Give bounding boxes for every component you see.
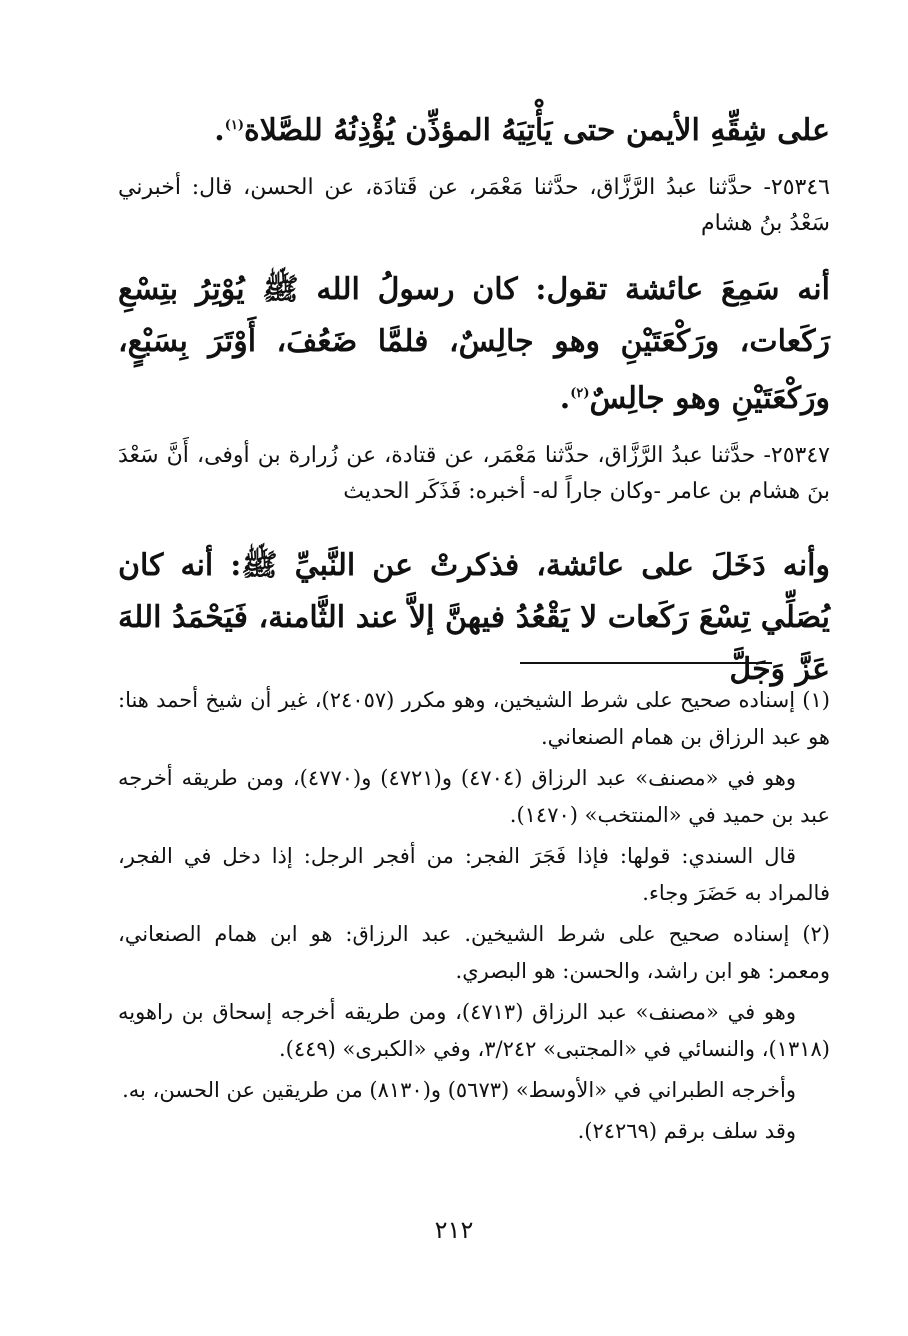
hadith-25347-matn: [118, 540, 830, 696]
page-number: ٢١٢: [434, 1216, 474, 1244]
hadith-25347-matn-text: وأنه دَخَلَ على عائشة، فذكرتْ عن النَّبيِّ ﷺ: أنه كان يُصَلِّي تِسْعَ رَكَعات لا يَقْعُدُ فيهنَّ إلاَّ عند الثَّامنة، فَيَحْمَدُ اللهَ عَزَّ وَجَلَّ: [118, 548, 830, 687]
matn-continuation-end: .: [214, 113, 225, 148]
hadith-25346-matn-end: .: [559, 381, 571, 416]
footnote-ref-2: (٢): [570, 386, 590, 401]
footnote-ref-1: (١): [224, 118, 245, 133]
hadith-25346-matn: [118, 264, 830, 425]
footnote-2-tabarani: وأخرجه الطبراني في «الأوسط» (٥٦٧٣) و(٨١٣٠) من طريقين عن الحسن، به.: [122, 1078, 796, 1102]
matn-continuation-text: على شِقِّهِ الأيمن حتى يَأْتِيَهُ المؤذِّن يُؤْذِنُهُ للصَّلاة: [244, 113, 830, 148]
footnotes: [118, 682, 830, 1154]
footnote-separator: [520, 662, 772, 664]
footnote-1-commentary: قال السندي: قولها: فإذا فَجَرَ الفجر: من أفجر الرجل: إذا دخل في الفجر، فالمراد به حَضَرَ وجاء.: [118, 844, 830, 905]
footnote-1: (١) إسناده صحيح على شرط الشيخين، وهو مكرر (٢٤٠٥٧)، غير أن شيخ أحمد هنا: هو عبد الرزاق بن همام الصنعاني.: [118, 688, 830, 749]
hadith-25347-isnad: [118, 438, 830, 510]
footnote-2: (٢) إسناده صحيح على شرط الشيخين. عبد الرزاق: هو ابن همام الصنعاني، ومعمر: هو ابن راشد، والحسن: هو البصري.: [118, 922, 830, 983]
footnote-1-source: وهو في «مصنف» عبد الرزاق (٤٧٠٤) و(٤٧٢١) و(٤٧٧٠)، ومن طريقه أخرجه عبد بن حميد في «المنتخب» (١٤٧٠).: [118, 766, 830, 827]
matn-continuation: [118, 100, 830, 157]
footnote-2-source: وهو في «مصنف» عبد الرزاق (٤٧١٣)، ومن طريقه أخرجه إسحاق بن راهويه (١٣١٨)، والنسائي في «المجتبى» ٣/٢٤٢، وفي «الكبرى» (٤٤٩).: [118, 1000, 830, 1061]
footnote-2-crossref: وقد سلف برقم (٢٤٢٦٩).: [577, 1119, 796, 1143]
hadith-25347-isnad-text: ٢٥٣٤٧- حدَّثنا عبدُ الرَّزَّاق، حدَّثنا مَعْمَر، عن قتادة، عن زُرارة بن أوفى، أَنَّ سَعْدَ بنَ هشام بن عامر -وكان جاراً له- أخبره: فَذَكَر الحديث: [118, 443, 830, 504]
hadith-25346-isnad: [118, 170, 830, 242]
hadith-25346-matn-text: أنه سَمِعَ عائشة تقول: كان رسولُ الله ﷺ يُوْتِرُ بتِسْعِ رَكَعات، ورَكْعَتَيْنِ وهو جالِسٌ، فلمَّا ضَعُفَ، أَوْتَرَ بِسَبْعٍ، ورَكْعَتَيْنِ وهو جالِسٌ: [118, 272, 830, 416]
hadith-25346-isnad-text: ٢٥٣٤٦- حدَّثنا عبدُ الرَّزَّاق، حدَّثنا مَعْمَر، عن قَتادَة، عن الحسن، قال: أخبرني سَعْدُ بنُ هشام: [118, 175, 830, 236]
